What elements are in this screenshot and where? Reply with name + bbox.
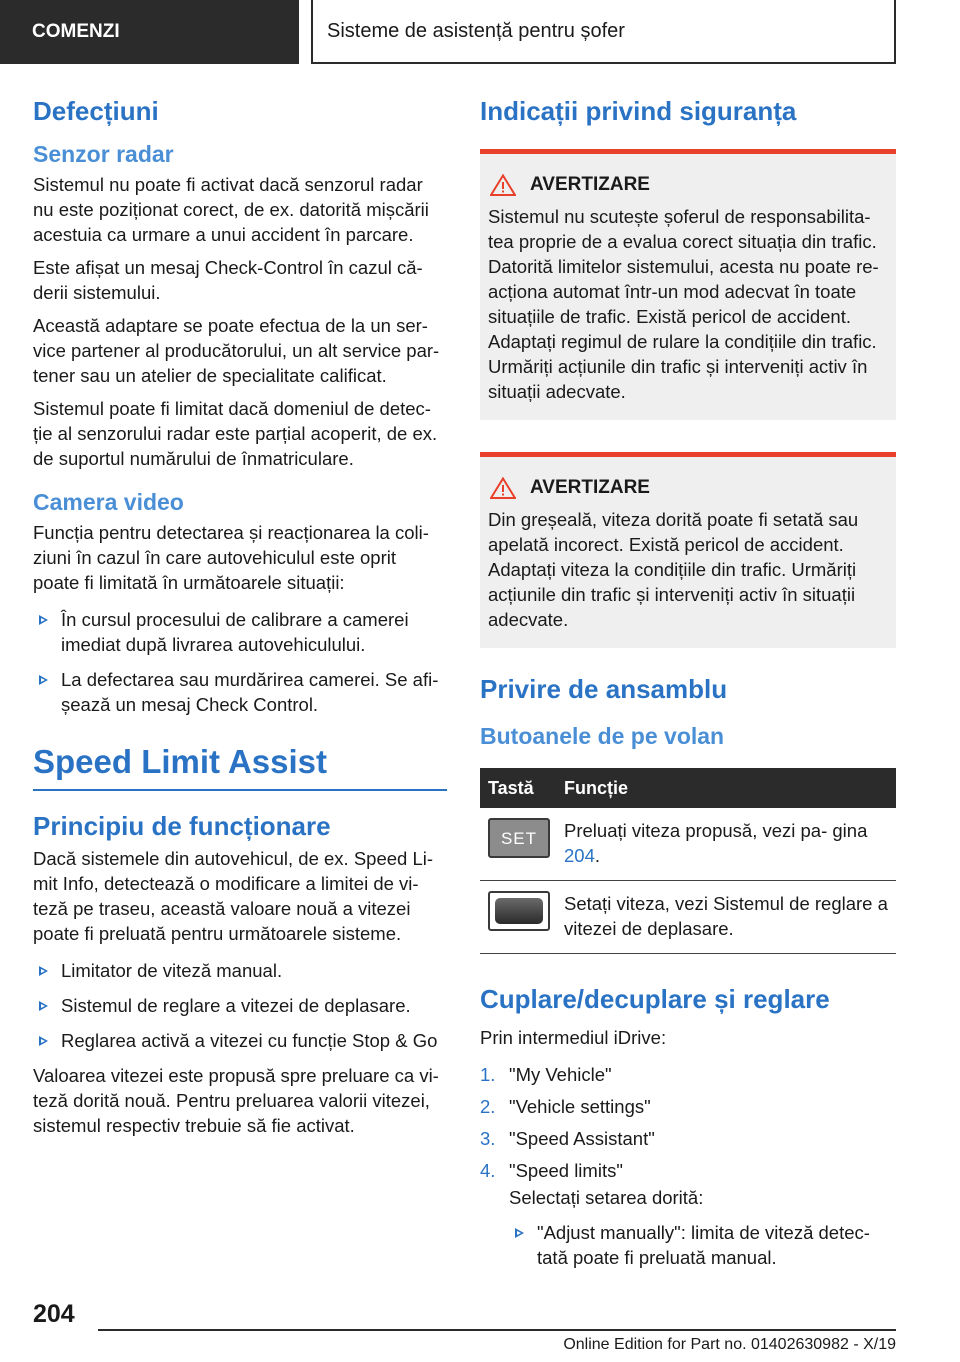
heading-siguranta: Indicații privind siguranța [480,96,797,126]
paragraph: Prin intermediul iDrive: [480,1027,667,1048]
paragraph: Sistemul poate fi limitat dacă domeniul de detec- ție al senzorului radar este parțial acoperit, de ex. de suportul numărului de înmatriculare. [33,398,438,469]
heading-senzor-radar: Senzor radar [33,141,174,167]
warning-triangle-icon [490,174,516,196]
list-item: 1. "My Vehicle" [480,1064,612,1085]
key-cell [480,808,556,881]
list-item: "Adjust manually": limita de viteză detec- tată poate fi preluată manual. [509,1220,896,1270]
chapter-tab: COMENZI [0,0,299,64]
paragraph: Este afișat un mesaj Check-Control în cazul că- derii sistemului. [33,257,423,303]
step-number: 3. [480,1128,496,1149]
step-sub-text: Selectați setarea dorită: [509,1187,704,1208]
warning-title: AVERTIZARE [488,477,888,499]
list-item: 4. "Speed limits" Selectați setarea dorită: "Adjust manually": limita de viteză detec- tată poate fi preluată manual. [480,1158,896,1270]
list-item: Limitator de viteză manual. [33,958,447,983]
step-number: 1. [480,1064,496,1085]
table-header-row [480,768,896,808]
rocker-switch-icon [488,891,550,931]
table-row [480,881,896,954]
footer-divider [98,1329,896,1331]
triangle-bullet-icon [515,1228,524,1238]
table-row [480,808,896,881]
list-item: 2. "Vehicle settings" [480,1096,651,1117]
page-link[interactable]: 204 [564,845,595,866]
paragraph: Sistemul nu poate fi activat dacă senzorul radar nu este poziționat corect, de ex. datorită mișcării acestuia ca urmare a unui accident în parcare. [33,174,429,245]
column-header-function: Funcție [556,768,896,808]
steering-buttons-table [480,768,896,954]
paragraph: Funcția pentru detectarea și reacționarea la coli- ziuni în cazul în care autovehiculul este oprit poate fi limitată în următoarele situații: [33,522,429,593]
heading-defectiuni: Defecțiuni [33,96,159,126]
page-header [0,0,960,66]
warning-box [480,149,896,420]
triangle-bullet-icon [39,1001,48,1011]
page-number: 204 [33,1300,75,1328]
step-number: 2. [480,1096,496,1117]
step-bullet-list [509,1220,896,1270]
list-item: În cursul procesului de calibrare a camerei imediat după livrarea autovehiculului. [33,607,447,657]
list-item: La defectarea sau murdărirea camerei. Se afi- șează un mesaj Check Control. [33,667,447,717]
left-column [33,96,447,1146]
column-header-key: Tastă [480,768,556,808]
section-title: Sisteme de asistență pentru șofer [311,0,896,64]
edition-note: Online Edition for Part no. 01402630982 - X/19 [563,1336,896,1353]
step-number: 4. [480,1160,496,1181]
systems-bullet-list [33,958,447,1053]
warning-title: AVERTIZARE [488,174,888,196]
warning-text: Sistemul nu scutește șoferul de responsabilita- tea proprie de a evalua corect situația din trafic. Datorită limitelor sistemului, acesta nu poate re- acționa automat într-un mod adecvat în toate situațiile de trafic. Există pericol de accident. Adaptați regimul de rulare la condițiile din trafic. Urmăriți acțiunile din trafic și interveniți activ în situații adecvate. [488,206,879,402]
warning-triangle-icon [490,477,516,499]
function-cell: Setați viteza, vezi Sistemul de reglare a vitezei de deplasare. [556,881,896,954]
list-item: 3. "Speed Assistant" [480,1128,655,1149]
heading-butoane: Butoanele de pe volan [480,723,725,749]
triangle-bullet-icon [39,966,48,976]
list-item: Reglarea activă a vitezei cu funcție Stop & Go [33,1028,447,1053]
warning-box [480,452,896,648]
paragraph: Această adaptare se poate efectua de la un ser- vice partener al producătorului, un alt service par- tener sau un atelier de specialitate calificat. [33,315,440,386]
function-cell: Preluați viteza propusă, vezi pa- gina 204. [556,808,896,881]
steps-list [480,1062,896,1270]
heading-principiu: Principiu de funcționare [33,811,331,841]
heading-cuplare: Cuplare/decuplare și reglare [480,984,830,1014]
heading-camera-video: Camera video [33,489,184,515]
key-cell [480,881,556,954]
warning-text: Din greșeală, viteza dorită poate fi setată sau apelată incorect. Există pericol de accident. Adaptați viteza la condițiile din trafic. Urmăriți acțiunile din trafic și interveniți activ în situații adecvate. [488,509,859,630]
triangle-bullet-icon [39,1036,48,1046]
triangle-bullet-icon [39,615,48,625]
heading-ansamblu: Privire de ansamblu [480,674,728,704]
list-item: Sistemul de reglare a vitezei de deplasare. [33,993,447,1018]
triangle-bullet-icon [39,675,48,685]
paragraph: Valoarea vitezei este propusă spre preluare ca vi- teză dorită nouă. Pentru preluarea valorii vitezei, sistemul respectiv trebuie să fie activat. [33,1065,439,1136]
heading-speed-limit-assist: Speed Limit Assist [33,743,447,791]
camera-bullet-list [33,607,447,717]
set-button-icon: SET [488,818,550,858]
paragraph: Dacă sistemele din autovehicul, de ex. Speed Li- mit Info, detectează o modificare a limitei de vi- teză pe traseu, această valoare nouă a vitezei poate fi preluată pentru următoarele sisteme. [33,848,434,944]
right-column [480,96,896,1280]
